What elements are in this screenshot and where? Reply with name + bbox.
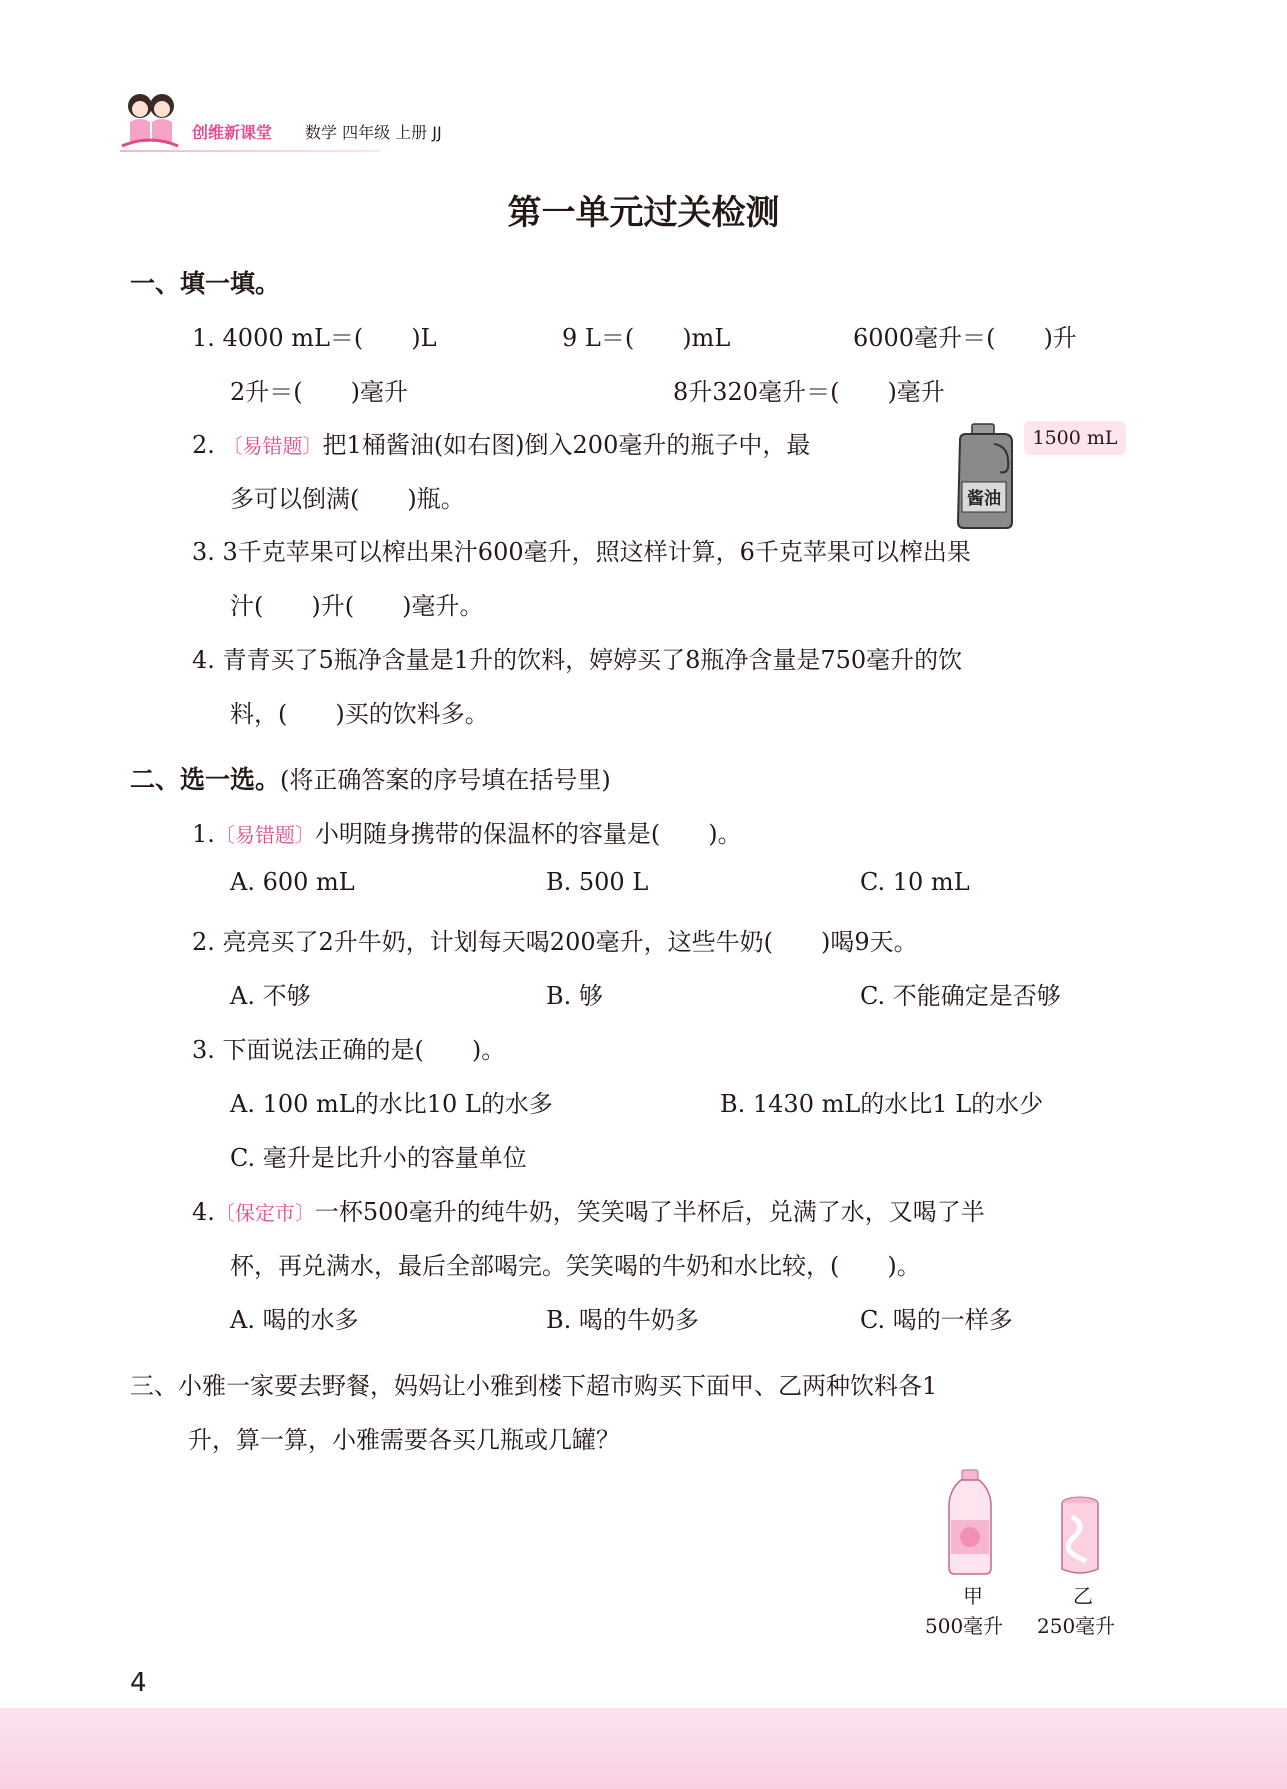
drink-can-icon (1058, 1495, 1102, 1577)
s2-q1-opt-a: A. 600 mL (230, 868, 355, 896)
s2-q3-opt-c: C. 毫升是比升小的容量单位 (230, 1144, 527, 1172)
page-title: 第一单元过关检测 (507, 193, 780, 233)
s1-q4-line2: 料，( )买的饮料多。 (230, 700, 489, 728)
s2-q4-opt-a: A. 喝的水多 (230, 1306, 359, 1334)
volume-badge: 1500 mL (1024, 421, 1126, 455)
book-info: 数学 四年级 上册 JJ (305, 123, 442, 142)
s2-q1-text: 小明随身携带的保温杯的容量是( )。 (314, 820, 742, 848)
s1-q2-number: 2. (192, 431, 215, 459)
item-b-label: 乙 (1073, 1584, 1093, 1608)
s2-q4-line2: 杯，再兑满水，最后全部喝完。笑笑喝的牛奶和水比较，( )。 (230, 1252, 921, 1280)
error-prone-tag: 〔易错题〕 (214, 823, 315, 847)
section2-heading (130, 760, 611, 796)
s1-q1-part3: 6000毫升＝( )升 (853, 324, 1077, 352)
section3-line1: 三、小雅一家要去野餐，妈妈让小雅到楼下超市购买下面甲、乙两种饮料各1 (130, 1372, 938, 1400)
s2-q2-opt-b: B. 够 (546, 982, 603, 1010)
s1-q3-line1: 3. 3千克苹果可以榨出果汁600毫升，照这样计算，6千克苹果可以榨出果 (192, 538, 971, 566)
s1-q1-part5: 8升320毫升＝( )毫升 (673, 378, 945, 406)
bottle-label: 酱油 (967, 489, 1001, 509)
item-a-label: 甲 (963, 1584, 983, 1608)
item-b-volume: 250毫升 (1037, 1614, 1116, 1638)
header-divider (120, 150, 380, 152)
section2-title: 二、选一选。 (130, 765, 281, 794)
s2-q3: 3. 下面说法正确的是( )。 (192, 1036, 506, 1064)
s1-q3-line2: 汁( )升( )毫升。 (230, 592, 484, 620)
s2-q2: 2. 亮亮买了2升牛奶，计划每天喝200毫升，这些牛奶( )喝9天。 (192, 928, 918, 956)
s2-q1-opt-c: C. 10 mL (860, 868, 970, 896)
footer-band (0, 1708, 1287, 1789)
s2-q4-number: 4. (192, 1198, 215, 1226)
s1-q1-part1: 1. 4000 mL＝( )L (192, 324, 437, 352)
s1-q1-part2: 9 L＝( )mL (562, 324, 731, 352)
soy-sauce-bottle-icon (950, 420, 1020, 530)
section3-line2: 升，算一算，小雅需要各买几瓶或几罐？ (188, 1426, 620, 1454)
s2-q1-opt-b: B. 500 L (546, 868, 649, 896)
s2-q2-opt-c: C. 不能确定是否够 (860, 982, 1061, 1010)
s2-q4-text: 一杯500毫升的纯牛奶，笑笑喝了半杯后，兑满了水，又喝了半 (314, 1198, 985, 1226)
s2-q4-opt-b: B. 喝的牛奶多 (546, 1306, 699, 1334)
s2-q3-opt-b: B. 1430 mL的水比1 L的水少 (720, 1090, 1044, 1118)
s2-q1 (192, 814, 742, 849)
section2-note: (将正确答案的序号填在括号里) (280, 766, 611, 794)
s1-q1-part4: 2升＝( )毫升 (230, 378, 408, 406)
s1-q2-line1 (192, 425, 810, 460)
brand-name: 创维新课堂 (192, 123, 273, 142)
page-number: 4 (130, 1668, 147, 1698)
s1-q2-line2: 多可以倒满( )瓶。 (230, 485, 465, 513)
s2-q2-opt-a: A. 不够 (230, 982, 311, 1010)
s2-q4-line1 (192, 1192, 985, 1227)
s1-q2-text: 把1桶酱油(如右图)倒入200毫升的瓶子中，最 (322, 431, 811, 459)
item-a-volume: 500毫升 (925, 1614, 1004, 1638)
s1-q4-line1: 4. 青青买了5瓶净含量是1升的饮料，婷婷买了8瓶净含量是750毫升的饮 (192, 646, 963, 674)
city-tag: 〔保定市〕 (214, 1201, 315, 1225)
s2-q1-number: 1. (192, 820, 215, 848)
s2-q3-opt-a: A. 100 mL的水比10 L的水多 (230, 1090, 553, 1118)
error-prone-tag: 〔易错题〕 (222, 434, 323, 458)
drink-bottle-icon (945, 1468, 995, 1578)
s2-q4-opt-c: C. 喝的一样多 (860, 1306, 1013, 1334)
section1-heading: 一、填一填。 (130, 269, 281, 298)
mascot-logo-icon (120, 88, 180, 152)
